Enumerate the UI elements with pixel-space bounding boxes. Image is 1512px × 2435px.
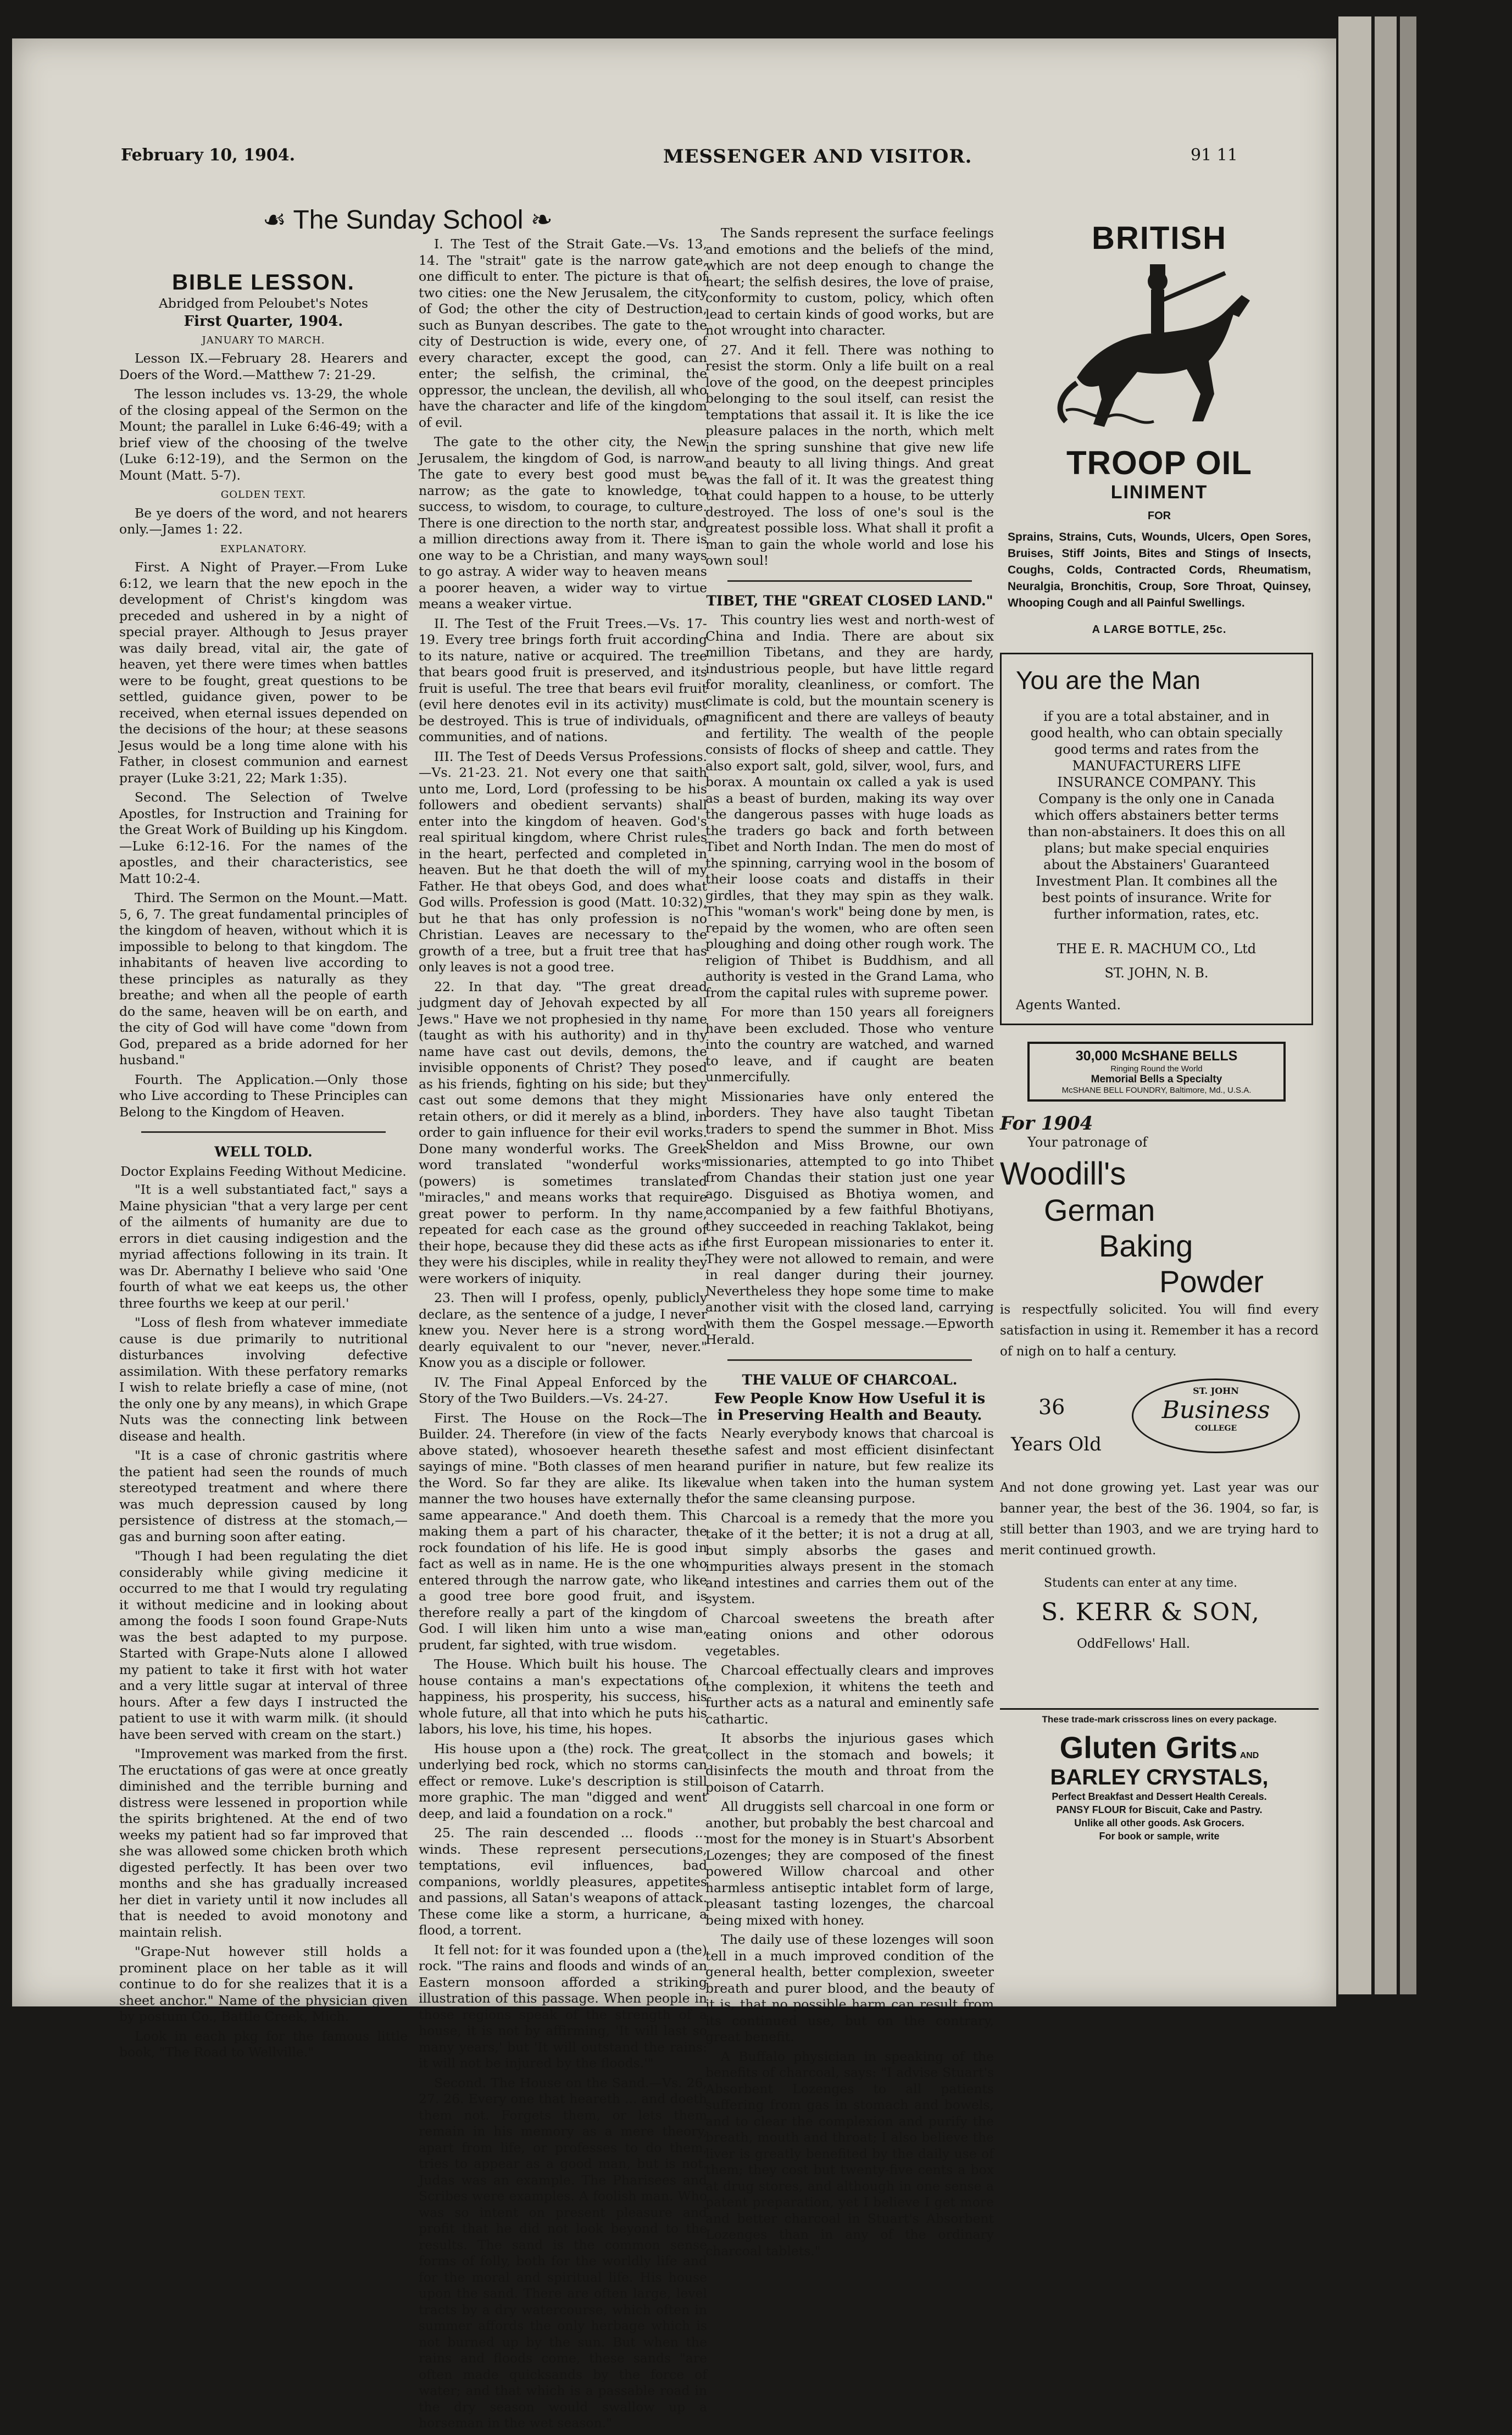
para-rock: His house upon a (the) rock. The great underlying bed rock, which no storms can effect or remove. Luke's description is still more graphic. The man "digged and went deep, and laid a foundation on a rock." — [419, 1741, 707, 1821]
page-edge-2 — [1375, 16, 1397, 1994]
para-third: Third. The Sermon on the Mount.—Matt. 5, 6, 7. The great fundamental principles of the kingdom of heaven, without which it is impossible to belong to that kingdom. The inhabitants of heaven live according to these principles as naturally as they breathe; and when all the people of earth do the same, heaven will be on earth, and the city of God will have come "down from God, prepared as a bride adorned for her husband." — [119, 890, 408, 1068]
charcoal-para: It absorbs the injurious gases which collect in the stomach and bowels; it disinfects the mouth and throat from the poison of Catarrh. — [705, 1731, 994, 1795]
woodill-year: For 1904 — [1000, 1113, 1093, 1135]
troop-oil-name: TROOP OIL — [1066, 444, 1252, 481]
para-fell-not: It fell not: for it was founded upon a (the) rock. "The rains and floods and winds of an Eastern monsoon afforded a striking illustration of this passage. When people in those regions speak of the strength of a house, it is not by affirming, 'It will last so many years,' but 'It will outstand the rains: it will not be injured by the floods.'" — [419, 1942, 707, 2071]
header-page-number: 91 11 — [1191, 146, 1238, 165]
abridged-line: Abridged from Peloubet's Notes — [158, 295, 369, 311]
tibet-para: Missionaries have only entered the borders. They have also taught Tibetan traders to spend the summer in Bhot. Miss Sheldon and Miss Browne, our own missionaries, attempted to go into Thibet from Chandas their station just one year ago. Disguised as Bhotiya women, and accompanied by a few faithful Bhotiyans, they succeeded in reaching Taklakot, being the first European missionaries to enter it. They were not allowed to remain, and were in real danger during their journey. Nevertheless they hope some time to make another visit with the closed land, carrying with them the Gospel message.—Epworth Herald. — [705, 1088, 994, 1347]
para-sands: The Sands represent the surface feelings and emotions and the beliefs of the mind, which are not deep enough to change the heart; the selfish desires, the love of praise, conformity to custom, policy, which often lead to certain kinds of good works, but are not wrought into character. — [705, 225, 994, 338]
golden-text-heading: GOLDEN TEXT. — [220, 489, 307, 501]
bells-line-3: Memorial Bells a Specialty — [1091, 1074, 1222, 1085]
gluten-line-3: Perfect Breakfast and Dessert Health Cereals. — [1052, 1791, 1267, 1802]
para-27: 27. And it fell. There was nothing to resist the storm. Only a life built on a real love of the good, on the deepest principles belonging to the soul itself, can resist the temptations that assail it. It is like the ice pleasure palaces in the north, which melt in the spring sunshine that give new life and beauty to all living things. And great was the fall of it. It was the greatest thing that could happen to a house, to be utterly destroyed. The loss of one's soul is the greatest possible loss. What shall it profit a man to gain the whole world and lose his own soul! — [705, 342, 994, 568]
para-first: First. A Night of Prayer.—From Luke 6:12, we learn that the new epoch in the development of Christ's kingdom was preceded and ushered in by a night of special prayer. Although to Jesus prayer was daily bread, vital air, the gate of heaven, yet there were times when battles were to be fought, great questions to be settled, guidance given, power to be received, when eternal issues depended on the decisions of the hour; at these seasons Jesus would be a long time alone with his Father, in closest communion and earnest prayer (Luke 3:21, 22; Mark 1:35). — [119, 559, 408, 786]
kerr-years-old: Years Old — [1011, 1433, 1102, 1455]
charcoal-para: A Buffalo physician in speaking of the benefits of charcoal, says: "I advise Stuart's Absorbent Lozenges to all patients suffering from gas in stomach and bowels, and to clear the complexion and purify the breath, mouth and throat; I also believe the liver is greatly benefited by the daily use of them; they cost but twenty-five cents a box at drug stores, and although in one sense a patent preparation, yet I believe I get more and better charcoal in Stuart's Absorbent Lozenges than in any of the ordinary charcoal tablets." — [705, 2048, 994, 2259]
charcoal-para: The daily use of these lozenges will soon tell in a much improved condition of the general health, better complexion, sweeter breath and purer blood, and the beauty of it is, that no possible harm can result from its continued use, but on the contrary, great benefit. — [705, 1932, 994, 2044]
well-told-subtitle: Doctor Explains Feeding Without Medicine. — [120, 1163, 407, 1179]
woodill-german: German — [1044, 1193, 1155, 1227]
well-told-para: Look in each pkg for the famous little book, "The Road to Wellville." — [119, 2028, 408, 2060]
bells-line-1: 30,000 McSHANE BELLS — [1075, 1048, 1238, 1064]
column-3 — [705, 225, 994, 2262]
kerr-students: Students can enter at any time. — [1044, 1576, 1238, 1590]
para-strait-gate: I. The Test of the Strait Gate.—Vs. 13, 14. The "strait" gate is the narrow gate, one difficult to enter. The picture is that of two cities: one the New Jerusalem, the city of God; the other the city of Destruction, such as Bunyan describes. The gate to the city of Destruction is wide, every one, of every character, except the good, can enter; the selfish, the criminal, the oppressor, the unclean, the devilish, all who have the character and life of the kingdom of evil. — [419, 236, 707, 430]
divider — [727, 580, 972, 582]
woodill-name: Woodill's — [1000, 1156, 1126, 1192]
para-fourth: Fourth. The Application.—Only those who Live according to These Principles can Belong to the Kingdom of Heaven. — [119, 1071, 408, 1120]
well-told-title: WELL TOLD. — [214, 1144, 313, 1160]
para-22: 22. In that day. "The great dread judgment day of Jehovah expected by all Jews." Have we not prophesied in thy name (taught as with his authority) and in thy name have cast out devils, demons, the invisible opponents of Christ? They posed as his friends, fighting on his side; but they cast out some demons that they might retain others, or did it merely as a blind, in order to gain influence for their evil works. Done many wonderful works. The Greek word translated "wonderful works" (powers) is sometimes translated "miracles," and means works that require great power to perform. In thy name, repeated for each case as the ground of their hope, because they did these acts as if they were his disciples, while in reality they were workers of iniquity. — [419, 979, 707, 1286]
charcoal-title: THE VALUE OF CHARCOAL. — [742, 1371, 958, 1388]
horseman-icon — [1044, 257, 1275, 438]
troop-oil-uses: Sprains, Strains, Cuts, Wounds, Ulcers, Open Sores, Bruises, Stiff Joints, Bites and Stings of Insects, Coughs, Colds, Contracted Cords, Rheumatism, Neuralgia, Bronchitis, Croup, Sore Throat, Quinsey, Whooping Cough and all Painful Swellings. — [1008, 531, 1311, 609]
kerr-36: 36 — [1038, 1395, 1065, 1419]
well-told-para: "Grape-Nut however still holds a prominent place on her table as it will continue to do for she realizes that it is a sheet anchor." Name of the physician given by postum Co., Battle Creek, Mich. — [119, 1944, 408, 2024]
para-house-sand: Second. The House on the Sand.—Vs. 26, 27. 26. Every one that heareth ... and doeth them not. Forgets them, or lets them remain in his memory as a mere theory, apart from life, or professes to do them, tries to appear as a good man, but is not. Judas was an example. The Pharisees and Scribes were examples. A foolish man. Who was so intent on present pleasure and profit that he did not look beyond to the results. The sand is the common sense forms of folly, both for the worldly life and for the moral and spiritual life. His house upon the sand. There are often large, level tracts by a dry watercourse, which often in summer affords the only herbage which is not burned up by the sun. But when the rains and floods come, these sands "are often made quicksands by the force of water; and that which is a passable road in the dry season would swallow up a horseman in the wet season." — [419, 2075, 707, 2431]
explanatory-heading: EXPLANATORY. — [220, 543, 307, 555]
para-gate: The gate to the other city, the New Jerusalem, the kingdom of God, is narrow. The gate to every best good must be narrow; as the gate to knowledge, to success, to wisdom, to courage, to culture. There is one direction to the north star, and a million directions away from it. There is one way to be a Christian, and many ways to go astray. A wider way to heaven means a poorer heaven, a wider way to virtue means a weaker virtue. — [419, 434, 707, 611]
months-line: JANUARY TO MARCH. — [202, 334, 325, 346]
gluten-line-4: PANSY FLOUR for Biscuit, Cake and Pastry. — [1056, 1804, 1263, 1815]
charcoal-para: Charcoal is a remedy that the more you take of it the better; it is not a drug at all, but simply absorbs the gases and impurities always present in the stomach and intestines and carries them out of the system. — [705, 1510, 994, 1606]
golden-text: Be ye doers of the word, and not hearers only.—James 1: 22. — [119, 505, 408, 537]
divider — [727, 1359, 972, 1361]
tibet-para: This country lies west and north-west of China and India. There are about six million Tibetans, and they are hardy, industrious people, but have little regard for morality, cleanliness, or comfort. The climate is cold, but the mountain scenery is magnificent and there are valleys of beauty and fertility. The wealth of the people consists of flocks of sheep and cattle. They also export salt, gold, silver, wool, furs, and borax. A mountain ox called a yak is used as a beast of burden, making its way over the dangerous passes with huge loads as the traders go back and forth between Tibet and North Indan. The men do most of the spinning, carrying wool in the bosom of their loose coats and distaffs in their girdles, that they may spin as they walk. This "woman's work" being done by men, is repaid by the women, who are often seen ploughing and doing other rough work. The religion of Thibet is Buddhism, and all authority is vested in the Grand Lama, who from the capital rules with supreme power. — [705, 612, 994, 1000]
para-deeds: III. The Test of Deeds Versus Professions.—Vs. 21-23. 21. Not every one that saith unto me, Lord, Lord (professing to be his followers and obedient servants) shall enter into the kingdom of heaven. God's real spiritual kingdom, where Christ rules in the heart, perfected and completed in heaven. But he that doeth the will of my Father. He that obeys God, and does what God wills. Profession is good (Matt. 10:32), but he that has only profession is no Christian. Leaves are necessary to the growth of a tree, but a fruit tree that has only leaves is not a good tree. — [419, 748, 707, 975]
column-1 — [119, 205, 553, 2064]
insurance-city: ST. JOHN, N. B. — [1104, 965, 1209, 981]
gluten-and: AND — [1239, 1751, 1259, 1760]
para-house: The House. Which built his house. The house contains a man's expectations of happiness, his prosperity, his success, his whole future, all that into which he puts his labors, his love, his time, his hopes. — [419, 1656, 707, 1737]
para-house-rock: First. The House on the Rock—The Builder. 24. Therefore (in view of the facts above stated), whosoever heareth these sayings of mine. "Both classes of men hear the Word. So far they are alike. Its like manner the two houses have externally the same appearance." And doeth them. This making them a part of his character, the rock foundation of his life. He is good in fact as well as in name. He is the one who entered through the narrow gate, who like a good tree bore good fruit, and is therefore really a part of the kingdom of God. I will liken him unto a wise man, prudent, far sighted, with true wisdom. — [419, 1410, 707, 1653]
page-edge-3 — [1400, 16, 1416, 1994]
business-college-ad — [1000, 1378, 1319, 1697]
insurance-company: THE E. R. MACHUM CO., Ltd — [1057, 941, 1257, 957]
woodill-patronage: Your patronage of — [1027, 1135, 1148, 1150]
insurance-body: if you are a total abstainer, and in good health, who can obtain specially good terms and rates from the MANUFACTURERS LIFE INSURANCE COMPANY. This Company is the only one in Canada which offers abstainers better terms than non-abstainers. It does this on all plans; but make special enquiries about the Abstainers' Guaranteed Investment Plan. It combines all the best points of insurance. Write for further information, rates, etc. — [1027, 709, 1286, 922]
para-fruit-trees: II. The Test of the Fruit Trees.—Vs. 17-19. Every tree brings forth fruit according to its nature, native or acquired. The tree that bears good fruit is preserved, and its fruit is useful. The tree that bears evil fruit (evil here denotes evil in its activity) must be destroyed. This is true of individuals, of communities, and of nations. — [419, 615, 707, 744]
insurance-agents: Agents Wanted. — [1016, 997, 1121, 1013]
woodill-baking: Baking — [1099, 1228, 1193, 1263]
newspaper-page — [12, 38, 1336, 2431]
para-25: 25. The rain descended ... floods ... winds. These represent persecutions, temptations, evil influences, bad companions, worldly pleasures, appetites and passions, all Satan's weapons of attack. These come like a storm, a hurricane, a flood, a torrent. — [419, 1825, 707, 1938]
tibet-title: TIBET, THE "GREAT CLOSED LAND." — [706, 592, 993, 609]
page-edge-1 — [1338, 16, 1371, 1994]
tibet-para: For more than 150 years all foreigners have been excluded. Those who venture into the country are watched, and warned to leave, and if caught are beaten unmercifully. — [705, 1004, 994, 1085]
well-told-para: "Improvement was marked from the first. The eructations of gas were at once greatly diminished and the terrible burning and distress were lessened in proportion while the spirits brightened. At the end of two weeks my patient had so far improved that she was allowed some chicken broth which digested perfectly. It has been over two months and she has gradually increased her diet in variety until it now includes all that is needed to avoid monotony and maintain relish. — [119, 1746, 408, 1940]
lesson-intro: The lesson includes vs. 13-29, the whole of the closing appeal of the Sermon on the Mount; the parallel in Luke 6:46-49; with a brief view of the choosing of the twelve (Luke 6:12-19), and the Sermon on the Mount (Matt. 5-7). — [119, 386, 408, 483]
charcoal-para: Nearly everybody knows that charcoal is the safest and most efficient disinfectant and purifier in nature, but few realize its value when taken into the human system for the same cleansing purpose. — [705, 1426, 994, 1506]
sunday-school-title: ☙ The Sunday School ❧ — [262, 205, 553, 235]
header-paper-name: MESSENGER AND VISITOR. — [663, 146, 972, 168]
kerr-name: S. KERR & SON, — [1041, 1598, 1260, 1626]
woodill-powder: Powder — [1159, 1264, 1264, 1299]
woodill-text: is respectfully solicited. You will find every satisfaction in using it. Remember it has a record of nigh on to half a century. — [1000, 1303, 1319, 1359]
para-23: 23. Then will I profess, openly, publicly declare, as the sentence of a judge, I never knew you. Never here is a strong word dearly equivalent to our "never, never." Know you as a disciple or follower. — [419, 1290, 707, 1370]
divider — [141, 1131, 386, 1133]
insurance-ad — [1000, 653, 1313, 1025]
well-told-para: "Loss of flesh from whatever immediate cause is due primarily to nutritional disturbances involving defective assimilation. With these perfatory remarks I wish to relate briefly a case of mine, (not the only one by any means), in which Grape Nuts was the connecting link between disease and health. — [119, 1315, 408, 1444]
fleuron-icon: ☙ — [262, 205, 293, 235]
business-college-logo: ST. JOHN Business COLLEGE — [1132, 1378, 1300, 1453]
quarter-line: First Quarter, 1904. — [184, 313, 343, 330]
charcoal-para: All druggists sell charcoal in one form or another, but probably the best charcoal and most for the money is in Stuart's Absorbent Lozenges; they are composed of the finest powered Willow charcoal and other harmless antiseptic intablet form of large, pleasant tasting lozenges, the charcoal being mixed with honey. — [705, 1799, 994, 1928]
gluten-barley: BARLEY CRYSTALS, — [1050, 1765, 1269, 1789]
liniment-label: LINIMENT — [1110, 482, 1208, 503]
charcoal-subtitle: Few People Know How Useful it is in Preserving Health and Beauty. — [714, 1391, 986, 1424]
kerr-hall: OddFellows' Hall. — [1077, 1637, 1191, 1651]
kerr-text: And not done growing yet. Last year was our banner year, the best of the 36. 1904, so far, is still better than 1903, and we are trying hard to merit continued growth. — [1000, 1481, 1319, 1558]
column-2 — [419, 236, 707, 2435]
well-told-para: "Though I had been regulating the diet considerably while giving medicine it occurred to me that I would try regulating it without medicine and in looking about among the foods I soon found Grape-Nuts was the best adapted to my purpose. Started with Grape-Nuts alone I allowed my patient to take it first with hot water and a very little sugar at interval of three hours. After a few days I instructed the patient to use it with warm milk. (it should have been served with cream on the start.) — [119, 1548, 408, 1742]
bells-line-4: McSHANE BELL FOUNDRY, Baltimore, Md., U.S.A. — [1061, 1086, 1252, 1095]
charcoal-para: Charcoal effectually clears and improves the complexion, it whitens the teeth and further acts as a natural and eminently safe cathartic. — [705, 1663, 994, 1727]
woodill-ad — [1000, 1113, 1319, 1362]
gluten-trademark: These trade-mark crisscross lines on every package. — [1042, 1714, 1277, 1725]
troop-oil-price: A LARGE BOTTLE, 25c. — [1092, 624, 1227, 636]
advertisements-column — [1000, 220, 1319, 1843]
lesson-title: Lesson IX.—February 28. Hearers and Doers of the Word.—Matthew 7: 21-29. — [119, 351, 408, 382]
gluten-grits-ad — [1000, 1708, 1319, 1843]
gluten-line-5: Unlike all other goods. Ask Grocers. — [1074, 1817, 1244, 1828]
para-second: Second. The Selection of Twelve Apostles, for Instruction and Training for the Great Work of Building up his Kingdom.—Luke 6:12-16. For the names of the apostles, and their characteristics, see Matt 10:2-4. — [119, 790, 408, 886]
bells-line-2: Ringing Round the World — [1110, 1064, 1203, 1074]
insurance-title: You are the Man — [1016, 666, 1200, 694]
lesson-heading: BIBLE LESSON. — [172, 270, 355, 294]
well-told-para: "It is a case of chronic gastritis where the patient had seen the rounds of much stereotyped treatment and where there was much depression caused by long persistence of distress at the stomach,—gas and burning soon after eating. — [119, 1448, 408, 1544]
charcoal-para: Charcoal sweetens the breath after eating onions and other odorous vegetables. — [705, 1610, 994, 1659]
para-final-appeal: IV. The Final Appeal Enforced by the Story of the Two Builders.—Vs. 24-27. — [419, 1374, 707, 1406]
gluten-line-6: For book or sample, write — [1099, 1831, 1220, 1842]
gluten-title-row — [1000, 1730, 1319, 1765]
header-date: February 10, 1904. — [121, 146, 296, 165]
for-label: FOR — [1147, 510, 1171, 522]
fleuron-icon: ❧ — [523, 205, 553, 235]
troop-oil-ad — [1000, 220, 1319, 636]
bells-ad — [1027, 1042, 1286, 1102]
troop-oil-top: BRITISH — [1092, 220, 1227, 256]
well-told-para: "It is a well substantiated fact," says a Maine physician "that a very large per cent of the ailments of humanity are due to errors in diet causing indigestion and the myriad affections following in its train. It was Dr. Abernathy I believe who said 'One fourth of what we eat keeps us, the other three fourths we keep at our peril.' — [119, 1182, 408, 1311]
gluten-title: Gluten Grits — [1059, 1730, 1238, 1765]
